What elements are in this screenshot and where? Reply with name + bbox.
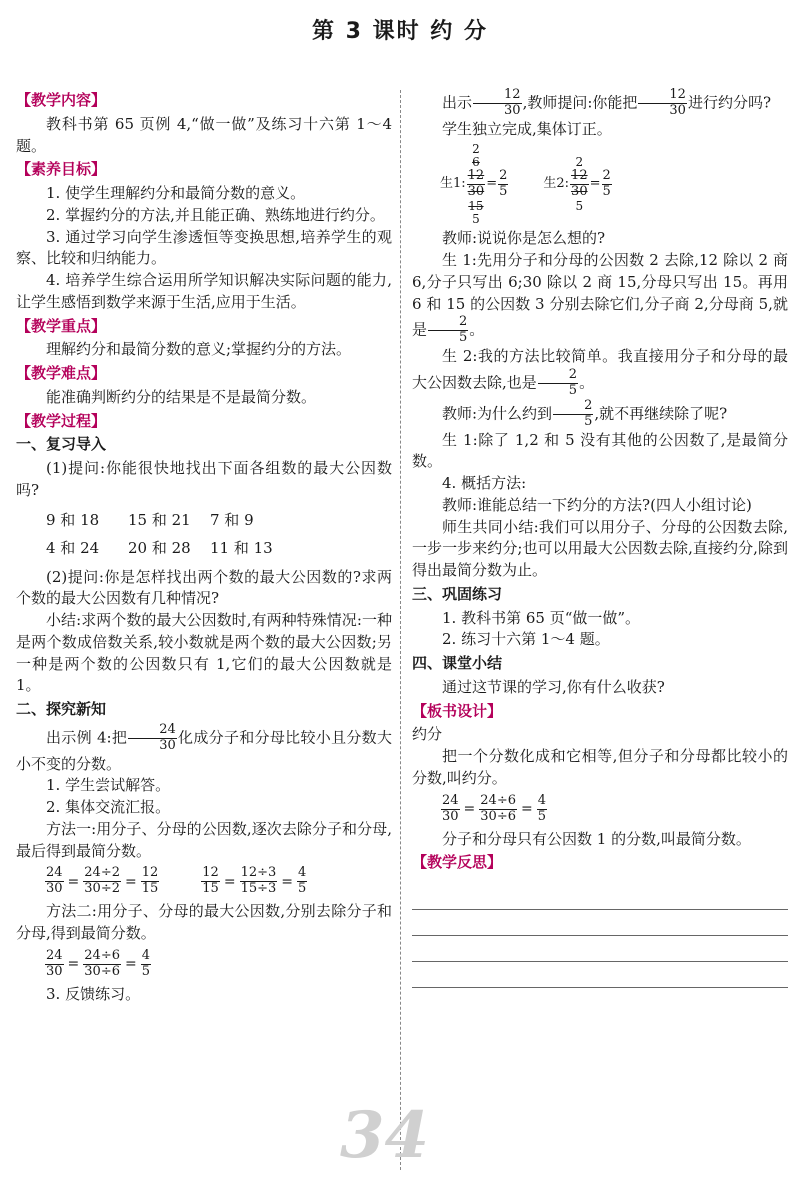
student-1-label: 生1: — [440, 176, 466, 192]
show-fraction: 出示 $\frac{12}{30}$ ,教师提问:你能把 $\frac{12}{30}$ 进行约分吗? — [442, 87, 771, 118]
method-1: 方法一:用分子、分母的公因数,逐次去除分子和分母,最后得到最简分数。 — [16, 819, 392, 860]
conclusion-text: 师生共同小结:我们可以用分子、分母的公因数去除,一步一步来约分;也可以用最大公因数去除,直接约分,除到得出最简分数为止。 — [412, 517, 788, 580]
number-pairs — [16, 506, 392, 563]
student-1-answer: 生 1:先用分子和分母的公因数 2 去除,12 除以 2 商 6,分子只写出 6;30 除以 2 商 15,分母只写出 15。再用 6 和 15 的公因数 3 分别去除它们,分子商 2,分母商 5,就是 $\frac{2}{5}$ 。 — [412, 251, 788, 346]
student-2-answer: 生 2:我的方法比较简单。我直接用分子和分母的最大公因数去除,也是 $\frac{2}{5}$ 。 — [412, 347, 788, 398]
independent-work: 学生独立完成,集体订正。 — [442, 119, 612, 138]
closing-question: 通过这节课的学习,你有什么收获? — [442, 677, 665, 696]
question-1: (1)提问:你能很快地找出下面各组数的最大公因数吗? — [16, 459, 392, 499]
step-3: 3. 反馈练习。 — [46, 984, 141, 1003]
heading-board-design: 【板书设计】 — [412, 701, 503, 720]
teacher-question-3: 教师:谁能总结一下约分的方法?(四人小组讨论) — [442, 495, 752, 514]
generalize-step: 4. 概括方法: — [442, 474, 527, 493]
teaching-content-text: 教科书第 65 页例 4,“做一做”及练习十六第 1～4 题。 — [16, 114, 392, 155]
method-1-equation: $\frac{24}{30}$ = $\frac{24\div 2}{30\div 2}$ = $\frac{12}{15}$ $\frac{12}{15}$ = $\frac{12\div 3}{15\div 3}$ = $\frac{4}{5}$ — [46, 865, 307, 897]
section-review: 一、复习导入 — [16, 435, 107, 454]
pair-item: 4 和 24 — [46, 539, 100, 557]
pair-item: 7 和 9 — [210, 510, 254, 529]
pair-item: 9 和 18 — [46, 510, 100, 529]
writing-line — [412, 884, 788, 910]
teacher-question-1: 教师:说说你是怎么想的? — [442, 229, 606, 248]
section-summary: 四、课堂小结 — [412, 654, 503, 673]
goal-2: 2. 掌握约分的方法,并且能正确、熟练地进行约分。 — [46, 205, 385, 224]
fraction: $\frac{24}{30}$ — [128, 723, 177, 754]
left-column — [16, 88, 392, 1005]
student-2-work: 2 $\frac{12}{30}$ 5 — [571, 154, 588, 213]
reflection-lines — [412, 884, 788, 988]
practice-2: 2. 练习十六第 1～4 题。 — [442, 630, 610, 649]
student-1-work: 2 6 $\frac{12}{30}$ 15 5 — [467, 141, 485, 227]
key-points-text: 理解约分和最简分数的意义;掌握约分的方法。 — [46, 340, 352, 359]
board-definition: 把一个分数化成和它相等,但分子和分母都比较小的分数,叫约分。 — [412, 747, 788, 787]
page-title: 第 3 课时 约 分 — [312, 19, 488, 44]
step-2: 2. 集体交流汇报。 — [46, 798, 171, 817]
writing-line — [412, 936, 788, 962]
heading-reflection: 【教学反思】 — [412, 853, 503, 872]
pair-item: 11 和 13 — [210, 539, 273, 557]
board-simplest-definition: 分子和分母只有公因数 1 的分数,叫最简分数。 — [442, 829, 751, 848]
practice-1: 1. 教科书第 65 页“做一做”。 — [442, 608, 641, 627]
goal-4: 4. 培养学生综合运用所学知识解决实际问题的能力,让学生感悟到数学来源于生活,应用于生活。 — [16, 271, 392, 311]
question-2: (2)提问:你是怎样找出两个数的最大公因数的?求两个数的最大公因数有几种情况? — [16, 567, 392, 608]
column-divider — [400, 90, 401, 1170]
board-equation: $\frac{24}{30}$ = $\frac{24\div 6}{30\div 6}$ = $\frac{4}{5}$ — [442, 792, 547, 824]
section-explore: 二、探究新知 — [16, 700, 107, 718]
method-2-equation: $\frac{24}{30}$ = $\frac{24\div 6}{30\div 6}$ = $\frac{4}{5}$ — [46, 947, 151, 979]
goal-1: 1. 使学生理解约分和最简分数的意义。 — [46, 184, 306, 202]
step-1: 1. 学生尝试解答。 — [46, 776, 171, 795]
section-practice: 三、巩固练习 — [412, 584, 503, 603]
heading-difficulties: 【教学难点】 — [16, 364, 107, 382]
heading-goals: 【素养目标】 — [16, 160, 107, 179]
method-2: 方法二:用分子、分母的最大公因数,分别去除分子和分母,得到最简分数。 — [16, 902, 392, 942]
student-2-label: 生2: — [543, 176, 570, 192]
writing-line — [412, 910, 788, 936]
writing-line — [412, 962, 788, 988]
teacher-question-2: 教师:为什么约到 $\frac{2}{5}$ ,就不再继续除了呢? — [442, 397, 728, 429]
example-4 — [16, 723, 392, 776]
goal-3: 3. 通过学习向学生渗透恒等变换思想,培养学生的观察、比较和归纳能力。 — [16, 227, 392, 268]
example-4-prefix: 出示例 4:把 — [46, 728, 128, 747]
heading-teaching-content: 【教学内容】 — [16, 91, 107, 109]
board-title: 约分 — [412, 725, 443, 744]
student-solutions: 生1: 2 6 $\frac{12}{30}$ 15 5 = $\frac{2}{5}$ 生2: 2 $\frac{12}{30}$ 5 = $\frac{2}{5}$ — [440, 141, 611, 227]
summary-text: 小结:求两个数的最大公因数时,有两种特殊情况:一种是两个数成倍数关系,较小数就是两个数的最大公因数;另一种是两个数的公因数只有 1,它们的最大公因数就是 1。 — [16, 611, 392, 695]
example-4-suffix: 化成分子和分母比较小且分数大小不变的分数。 — [16, 728, 392, 773]
difficulties-text: 能准确判断约分的结果是不是最简分数。 — [46, 387, 317, 406]
right-column — [412, 88, 788, 988]
heading-key-points: 【教学重点】 — [16, 316, 107, 335]
heading-process: 【教学过程】 — [16, 411, 107, 430]
pair-item: 15 和 21 — [128, 510, 191, 529]
page-number: 34 — [340, 1098, 430, 1173]
pair-item: 20 和 28 — [128, 539, 191, 557]
fraction: $\frac{12}{30}$ — [638, 88, 687, 119]
fraction: $\frac{12}{30}$ — [473, 88, 522, 119]
student-1-answer-2: 生 1:除了 1,2 和 5 没有其他的公因数了,是最简分数。 — [412, 430, 788, 471]
